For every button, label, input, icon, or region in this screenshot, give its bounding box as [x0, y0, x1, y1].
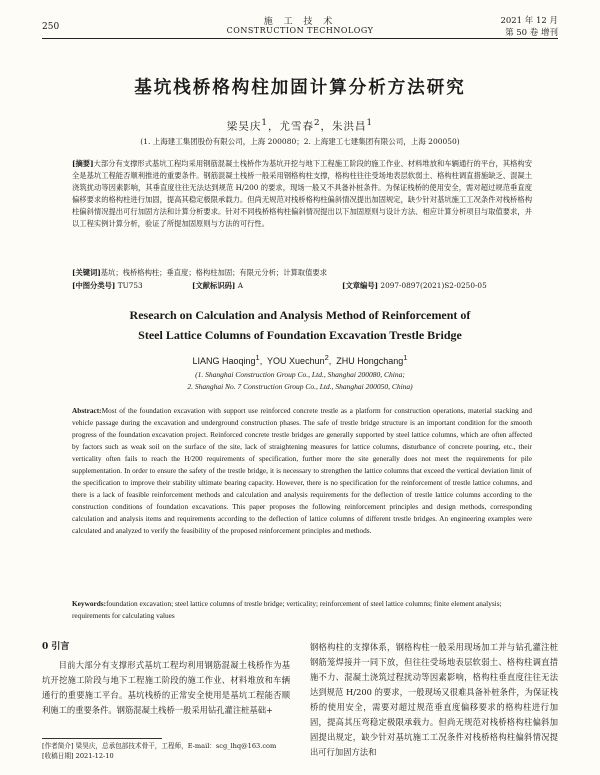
article-no-label: [文章编号]	[342, 281, 379, 290]
affiliation-en-1: (1. Shanghai Construction Group Co., Ltd., Shanghai 200080, China;	[195, 370, 405, 379]
author-en-2: YOU Xuechun	[267, 356, 325, 366]
journal-name-en: CONSTRUCTION TECHNOLOGY	[226, 26, 374, 35]
author-cn-3-affil: 1	[366, 118, 374, 128]
author-bio	[42, 741, 290, 751]
abstract-en-label: Abstract:	[72, 406, 102, 415]
keywords-cn-text: 基坑；栈桥格构柱；垂直度；格构柱加固；有限元分析；计算取值要求	[100, 268, 327, 277]
keywords-en	[72, 598, 532, 622]
author-cn-1-affil: 1	[261, 118, 268, 128]
issue-volume: 第 50 卷 增刊	[505, 28, 558, 38]
author-cn-1: 梁昊庆	[226, 120, 262, 133]
keywords-cn	[72, 268, 532, 278]
page-number: 250	[42, 22, 60, 32]
received-date	[42, 751, 290, 761]
keywords-cn-label: [关键词]	[72, 268, 101, 277]
authors-en: LIANG Haoqing$^1$, YOU Xuechun$^2$, ZHU Hongchang$^1$	[192, 353, 408, 366]
author-cn-2-affil: 2	[313, 118, 321, 128]
header-rule	[42, 38, 558, 39]
author-en-1: LIANG Haoqing	[192, 356, 256, 366]
author-cn-2: 尤雪春	[279, 120, 314, 133]
affiliation-en-2: 2. Shanghai No. 7 Construction Group Co., Ltd., Shanghai 200050, China)	[187, 382, 413, 391]
abstract-en-text: Most of the foundation excavation with support use reinforced concrete trestle as a platform for construction operations, material stacking and vehicle passage during the excavation and underground construction phases. The safe of trestle bridge structure is an important condition for the smooth progress of the foundation excavation project. Reinforced concrete trestle bridges are generally supported by steel lattice columns, which are often affected by factors such as weak soil on the surface of the site, lack of straightening measures for lattice columns, disturbance of concrete pouring, etc., their verticality often fails to reach the H/200 requirements of specification, further more the site generally does not meet the requirements for pile supplementation. In order to ensure the safety of the trestle bridge, it is necessary to strengthen the lattice columns that exceed the vertical deviation limit of the specification to improve their stability ultimate bearing capacity. However, there is no specification for the reinforcement of trestle lattice columns, and there is a lack of feasible reinforcement methods and calculation and analysis requirements for the deflection of trestle lattice columns according to the construction conditions of foundation excavations. This paper proposes the following reinforcement principles and design methods, corresponding calculation and analysis items and requirements according to the deflection of lattice columns of different trestle bridges. An engineering examples were calculated and analyzed to verify the feasibility of the proposed reinforcement principles and methods.	[72, 406, 532, 536]
section-heading-intro: 0 引言	[42, 642, 70, 652]
author-cn-3: 朱洪昌	[332, 120, 367, 133]
issue-date: 2021 年 12 月	[500, 16, 558, 26]
abstract-cn-label: [摘要]	[72, 159, 94, 168]
received-date-value: 2021-12-10	[75, 752, 114, 760]
title-en	[0, 305, 600, 345]
clc-value: TU753	[117, 281, 143, 290]
article-no-value: 2097-0897(2021)S2-0250-05	[380, 281, 487, 290]
author-en-1-affil: 1	[255, 353, 260, 362]
keywords-en-text: foundation excavation; steel lattice columns of trestle bridge; verticality; reinforcement of steel lattice columns; finite element analysis; requirements for calculating values	[72, 599, 502, 620]
doc-code-value: A	[237, 281, 243, 290]
body-right-column	[310, 640, 558, 760]
footnote	[42, 741, 290, 761]
affiliations-en	[0, 369, 600, 393]
abstract-en	[72, 405, 532, 538]
doc-code-label: [文献标识码]	[192, 281, 236, 290]
author-bio-text: 梁昊庆，总承包部技术骨干，工程师，E-mail：scg_lhq@163.com	[75, 742, 277, 750]
author-en-3-affil: 1	[403, 353, 408, 362]
intro-paragraph-right: 钢格构柱的支撑体系，钢格构柱一般采用现场加工并与钻孔灌注桩钢筋笼焊接并一同下放，但往往受场地表层软弱土、格构柱调直措施不力、混凝土浇筑过程扰动等因素影响，格构柱垂直度往往无法达到规范 H/200 的要求，一般现场又很难具备补桩条件，为保证栈桥的使用安全，需要对超过规范垂直度偏移要求的格构柱进行加固，提高其压弯稳定极限承载力。但尚无规范对栈桥格构柱偏斜加固提出规定，缺少针对基坑施工工况条件对栈桥格构柱偏斜情况提出可行加固方法和	[310, 642, 558, 757]
abstract-cn-text: 大部分有支撑形式基坑工程均采用钢筋混凝土栈桥作为基坑开挖与地下工程施工阶段的施工作业、材料堆放和车辆通行的平台，其格构安全是基坑工程能否顺利推进的重要条件。钢筋混凝土栈桥一般采用钢格构柱支撑，格构柱往往受场地表层软弱土、格构柱调直措施缺乏、混凝土浇筑扰动等因素影响，其垂直度往往无法达到规范 H/200 的要求，现场一般又不具备补桩条件。为保证栈桥的使用安全，需对超过规范垂直度偏移要求的格构柱进行加固，提高其稳定极限承载力。但尚无规范对栈桥格构柱偏斜情况提出加固规定，缺少针对基坑施工工况条件对栈桥格构柱偏斜情况提出可行加固方法和计算分析要求。针对不同栈桥格构柱偏斜情况提出以下加固原则与设计方法、相应计算分析项目与取值要求，并以工程实例计算分析，验证了所提加固原则与方法的可行性。	[72, 159, 533, 228]
author-en-3: ZHU Hongchang	[336, 356, 404, 366]
author-bio-label: [作者简介]	[42, 742, 74, 750]
journal-name-cn: 施 工 技 术	[263, 17, 337, 27]
abstract-cn	[72, 158, 532, 229]
keywords-en-label: Keywords:	[72, 599, 107, 608]
received-date-label: [收稿日期]	[42, 752, 74, 760]
body-left-column	[42, 640, 290, 718]
title-cn: 基坑栈桥格构柱加固计算分析方法研究	[134, 78, 466, 98]
footnote-rule	[42, 738, 162, 739]
clc-label: [中图分类号]	[72, 281, 116, 290]
authors-cn: 梁昊庆$^1$，尤雪春$^2$，朱洪昌$^1$	[226, 118, 374, 133]
affiliations-cn: (1. 上海建工集团股份有限公司，上海 200080；2. 上海建工七建集团有限公司，上海 200050)	[140, 137, 460, 146]
title-en-line2: Steel Lattice Columns of Foundation Excavation Trestle Bridge	[138, 328, 462, 342]
intro-paragraph-left: 目前大部分有支撑形式基坑工程均利用钢筋混凝土栈桥作为基坑开挖施工阶段与地下工程施工阶段的施工作业、材料堆放和车辆通行的重要施工平台。基坑栈桥的正常安全使用是基坑工程能否顺利施工的重要条件。钢筋混凝土栈桥一般采用钻孔灌注桩基础+	[42, 660, 290, 715]
classification-line	[72, 281, 532, 291]
author-en-2-affil: 2	[324, 353, 329, 362]
title-en-line1: Research on Calculation and Analysis Method of Reinforcement of	[129, 308, 471, 322]
